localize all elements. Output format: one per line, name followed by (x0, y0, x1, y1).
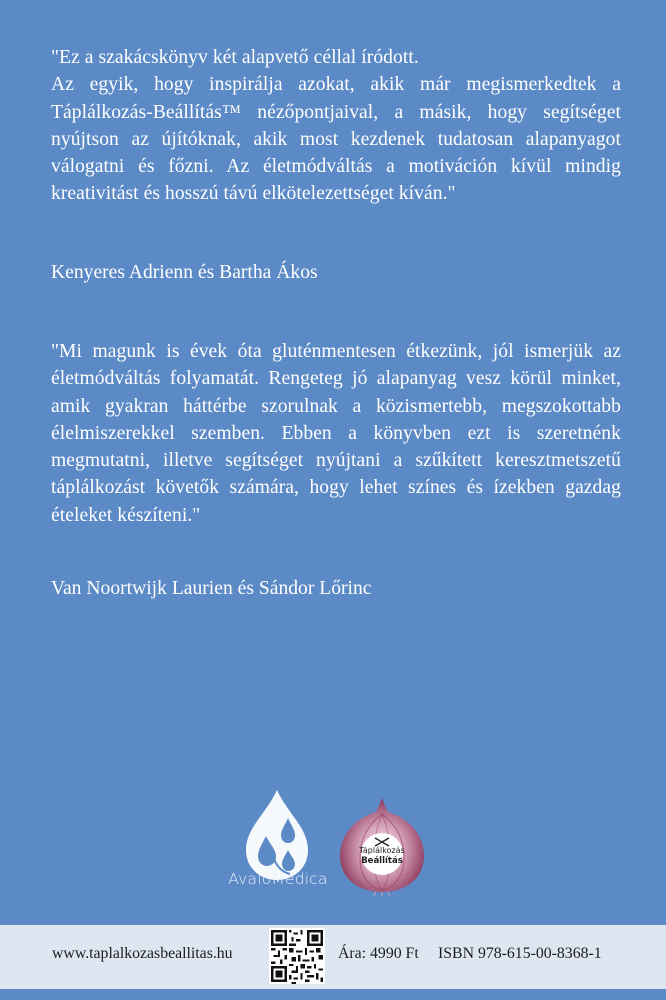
price-label: Ára: 4990 Ft (338, 945, 419, 962)
onion-badge-text (352, 846, 412, 866)
quote-1-author: Kenyeres Adrienn és Bartha Ákos (51, 262, 318, 283)
quote-2-author: Van Noortwijk Laurien és Sándor Lőrinc (51, 578, 372, 599)
onion-badge-line-2: Beállítás (361, 856, 403, 866)
quote-1-line-2: Az egyik, hogy inspirálja azokat, akik már megismerkedtek a Táplálkozás-Beállítás™ nézőpontjaival, a másik, hogy segítséget nyújtson az újítóknak, akik most kezdenek tudatosan alapanyagot válogatni és főzni. Az életmódváltás a motiváción kívül mindig kreativitást és hosszú távú elkötelezettséget kíván." (51, 74, 621, 205)
quote-1 (51, 44, 621, 208)
footer-bottom-strip (0, 989, 666, 1000)
quote-2: "Mi magunk is évek óta gluténmentesen étkezünk, jól ismerjük az életmódváltás folyamatát. Rengeteg jó alapanyag vesz körül minket, amik gyakran háttérbe szorulnak a közismertebb, megszokottabb élelmiszerekkel szemben. Ebben a könyvben ezt is szeretnénk megmutatni, illetve segítséget nyújtani a szűkített keresztmetszetű táplálkozást követők számára, hogy lehet színes és ízekben gazdag ételeket készíteni." (51, 341, 621, 526)
website-link[interactable]: www.taplalkozasbeallitas.hu (52, 945, 233, 962)
isbn-label: ISBN 978-615-00-8368-1 (438, 945, 602, 962)
quote-1-line-1: "Ez a szakácskönyv két alapvető céllal íródott. (51, 47, 419, 68)
onion-badge-line-1: Táplálkozás (359, 846, 405, 855)
avalomedica-wordmark: AvaloMedica (228, 870, 328, 888)
qr-code (269, 928, 325, 984)
